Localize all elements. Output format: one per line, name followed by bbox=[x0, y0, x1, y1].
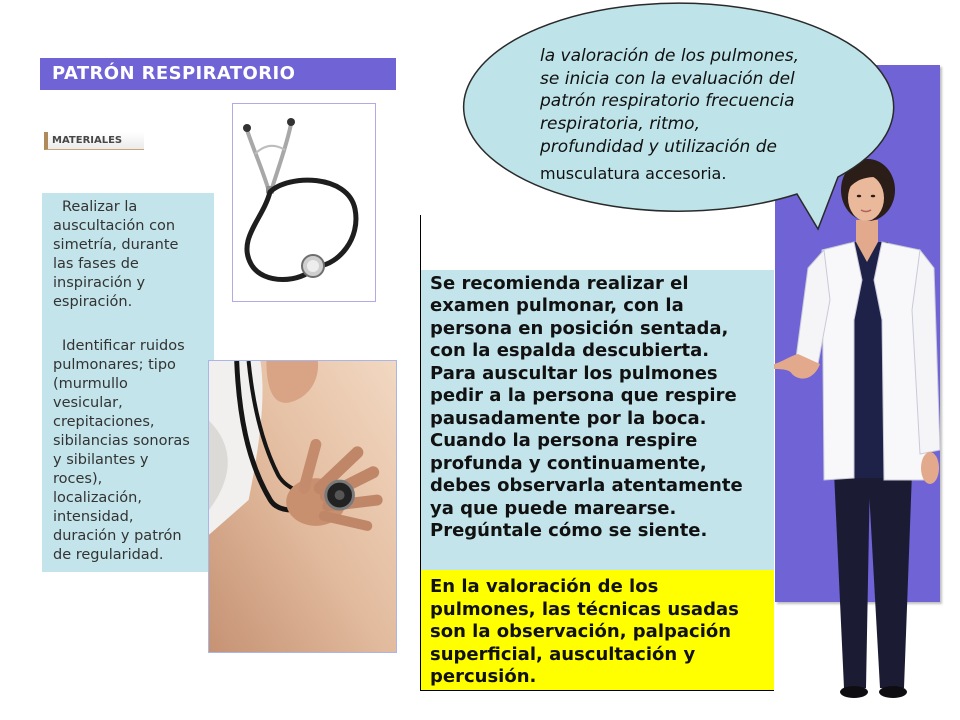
recommendation-line: profunda y continuamente, bbox=[430, 452, 707, 474]
recommendation-panel bbox=[421, 270, 774, 570]
instruction-line: de regularidad. bbox=[53, 547, 164, 563]
techniques-line: percusión. bbox=[430, 666, 537, 687]
bubble-line: se inicia con la evaluación del bbox=[540, 68, 795, 89]
chest-piece-center bbox=[335, 490, 345, 500]
recommendation-line: ya que puede marearse. bbox=[430, 497, 677, 519]
presenter-shoe bbox=[879, 686, 907, 698]
recommendation-line: Se recomienda realizar el bbox=[430, 273, 689, 294]
materials-label: MATERIALES bbox=[44, 132, 144, 150]
recommendation-line: pedir a la persona que respire bbox=[430, 385, 737, 407]
bubble-line: musculatura accesoria. bbox=[540, 163, 727, 183]
instruction-line: inspiración y bbox=[53, 275, 146, 291]
stethoscope-spring bbox=[255, 146, 285, 154]
techniques-panel bbox=[421, 570, 774, 691]
instruction-line: duración y patrón bbox=[53, 528, 182, 544]
recommendation-line: pausadamente por la boca. bbox=[430, 407, 707, 429]
instruction-line: intensidad, bbox=[53, 509, 134, 525]
stethoscope-diaphragm bbox=[307, 260, 319, 272]
presenter-trouser-leg bbox=[868, 472, 912, 688]
instruction-line: vesicular, bbox=[53, 395, 123, 411]
instruction-line: roces), bbox=[53, 471, 103, 487]
presenter-hand bbox=[921, 452, 939, 484]
instruction-line: localización, bbox=[53, 490, 142, 506]
stethoscope-ear-tube bbox=[272, 124, 291, 188]
recommendation-line: examen pulmonar, con la bbox=[430, 295, 684, 317]
bubble-line: patrón respiratorio frecuencia bbox=[540, 91, 795, 112]
instruction-line: simetría, durante bbox=[53, 237, 179, 253]
techniques-line: En la valoración de los bbox=[430, 576, 659, 597]
techniques-line: son la observación, palpación bbox=[430, 621, 732, 642]
bubble-line: respiratoria, ritmo, bbox=[540, 114, 700, 135]
auscultation-instructions-panel bbox=[42, 193, 214, 572]
recommendation-line: con la espalda descubierta. bbox=[430, 340, 710, 362]
recommendation-line: Pregúntale cómo se siente. bbox=[430, 519, 708, 541]
recommendation-line: Para auscultar los pulmones bbox=[430, 362, 718, 384]
instruction-line: Realizar la bbox=[62, 199, 138, 215]
instruction-paragraph bbox=[53, 198, 214, 312]
stethoscope-image bbox=[232, 103, 376, 302]
techniques-line: pulmones, las técnicas usadas bbox=[430, 598, 739, 620]
instruction-paragraph bbox=[53, 337, 214, 565]
slide-title: PATRÓN RESPIRATORIO bbox=[40, 58, 396, 90]
stethoscope-earpiece bbox=[287, 118, 295, 126]
stethoscope-drawing bbox=[233, 104, 375, 301]
instruction-line: auscultación con bbox=[53, 218, 176, 234]
presenter-trouser-leg bbox=[834, 472, 870, 688]
stethoscope-earpiece bbox=[243, 124, 251, 132]
stethoscope-ear-tube bbox=[247, 130, 268, 188]
instruction-line: las fases de bbox=[53, 256, 139, 272]
stethoscope-tubing bbox=[270, 180, 356, 266]
speech-bubble-text bbox=[540, 45, 799, 185]
instruction-line: pulmonares; tipo bbox=[53, 357, 176, 373]
recommendation-line: Cuando la persona respire bbox=[430, 430, 698, 452]
instruction-line: sibilancias sonoras bbox=[53, 433, 190, 449]
auscultation-photo bbox=[208, 360, 397, 653]
recommendation-line: persona en posición sentada, bbox=[430, 317, 729, 339]
instruction-line: Identificar ruidos bbox=[62, 338, 185, 354]
bubble-line: profundidad y utilización de bbox=[540, 136, 777, 157]
auscultation-drawing bbox=[209, 361, 396, 652]
techniques-line: superficial, auscultación y bbox=[430, 643, 696, 665]
presenter-shoe bbox=[840, 686, 868, 698]
instruction-line: y sibilantes y bbox=[53, 452, 149, 468]
instruction-line: crepitaciones, bbox=[53, 414, 155, 430]
recommendation-line: debes observarla atentamente bbox=[430, 475, 743, 497]
bubble-line: la valoración de los pulmones, bbox=[540, 46, 799, 66]
instruction-line: espiración. bbox=[53, 294, 133, 310]
instruction-line: (murmullo bbox=[53, 376, 128, 392]
